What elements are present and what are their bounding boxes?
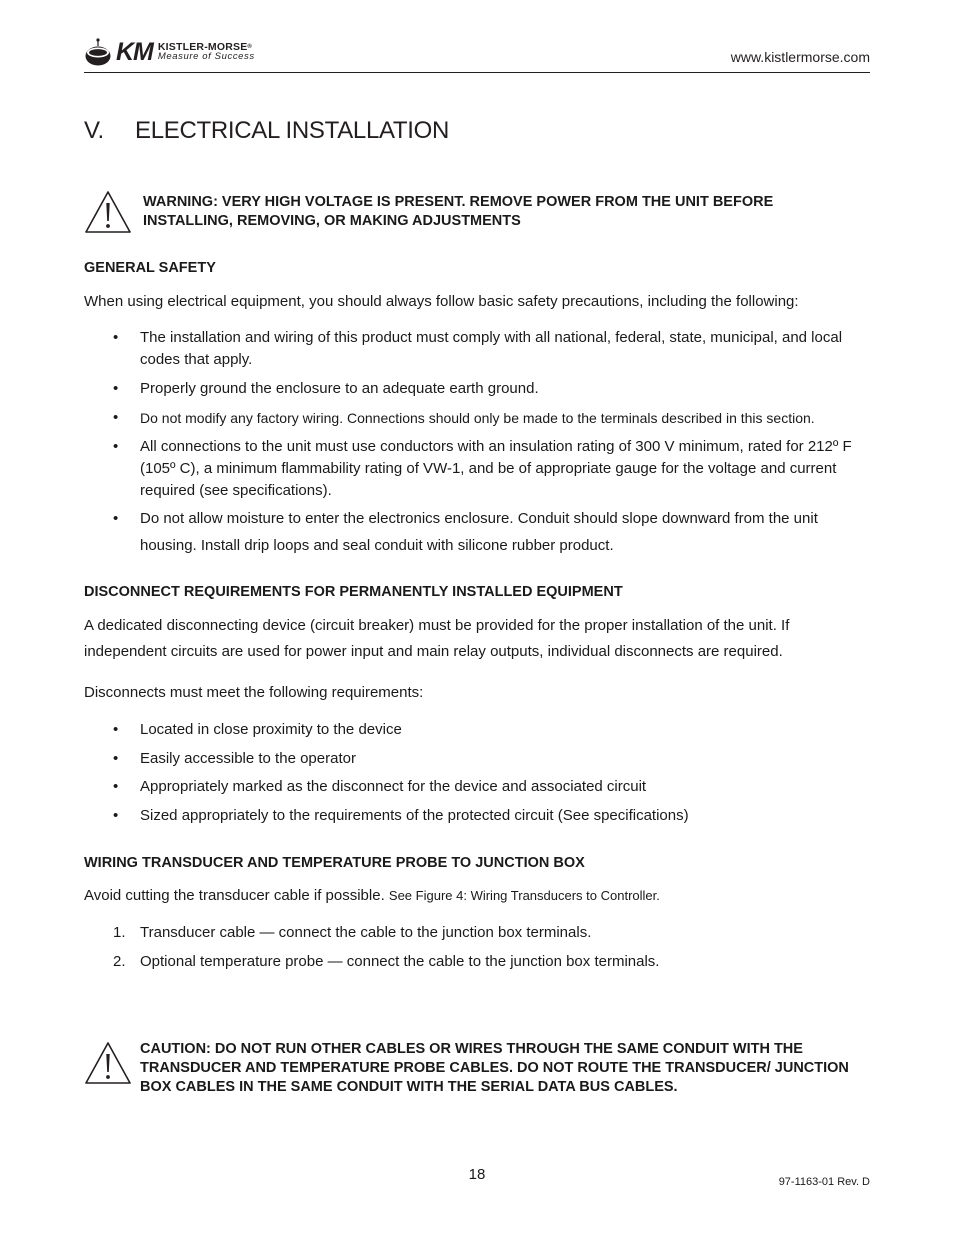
document-number: 97-1163-01 Rev. D <box>778 1176 870 1188</box>
numbered-step: 2. Optional temperature probe — connect the cable to the junction box terminals. <box>113 953 660 970</box>
disconnect-heading: DISCONNECT REQUIREMENTS FOR PERMANENTLY INSTALLED EQUIPMENT <box>84 584 623 600</box>
list-item: • Properly ground the enclosure to an adequate earth ground. <box>113 380 539 397</box>
warning-triangle-icon <box>84 1041 132 1085</box>
registered-mark: ® <box>247 44 253 50</box>
company-logo <box>84 36 255 68</box>
chapter-heading: ELECTRICAL INSTALLATION <box>135 117 450 144</box>
list-item: • The installation and wiring of this product must comply with all national, federal, state, municipal, and local codes that apply. <box>113 329 843 368</box>
logo-km-mark: KM <box>116 37 153 66</box>
page-number: 18 <box>468 1166 486 1183</box>
chapter-number: V. <box>84 117 104 144</box>
wiring-heading: WIRING TRANSDUCER AND TEMPERATURE PROBE TO JUNCTION BOX <box>84 855 585 871</box>
website-link[interactable]: www.kistlermorse.com <box>730 49 870 65</box>
conduit-caution: CAUTION: DO NOT RUN OTHER CABLES OR WIRES THROUGH THE SAME CONDUIT WITH THE TRANSDUCER AND TEMPERATURE PROBE CABLES. DO NOT ROUTE THE TRANSDUCER/ JUNCTION BOX CABLES IN THE SAME CONDUIT WITH THE SERIAL DATA BUS CABLES. <box>140 1041 849 1095</box>
chapter-title <box>84 117 449 145</box>
warning-triangle-icon <box>84 190 132 234</box>
page-header <box>84 34 870 73</box>
logo-tagline: Measure of Success <box>157 51 255 62</box>
logo-emblem-icon <box>84 37 112 67</box>
voltage-warning: WARNING: VERY HIGH VOLTAGE IS PRESENT. REMOVE POWER FROM THE UNIT BEFORE INSTALLING, REMOVING, OR MAKING ADJUSTMENTS <box>143 194 774 229</box>
list-item: • Located in close proximity to the device <box>113 721 402 738</box>
figure-reference: See Figure 4: Wiring Transducers to Controller. <box>388 888 660 903</box>
disconnect-paragraph: A dedicated disconnecting device (circuit breaker) must be provided for the proper installation of the unit. If independent circuits are used for power input and main relay outputs, individual disconnects are required. <box>84 617 790 660</box>
numbered-step: 1. Transducer cable — connect the cable to the junction box terminals. <box>113 924 592 941</box>
list-item: • Easily accessible to the operator <box>113 750 356 767</box>
list-item: • All connections to the unit must use conductors with an insulation rating of 300 V minimum, rated for 212º F (105º C), a minimum flammability rating of VW-1, and be of appropriate gauge for the voltage and current required (see specifications). <box>113 438 852 499</box>
list-item: • Sized appropriately to the requirements of the protected circuit (See specifications) <box>113 807 689 824</box>
logo-company-name: KISTLER-MORSE® <box>157 41 253 53</box>
list-item: • Appropriately marked as the disconnect for the device and associated circuit <box>113 778 647 795</box>
general-safety-intro: When using electrical equipment, you should always follow basic safety precautions, including the following: <box>84 293 799 310</box>
general-safety-heading: GENERAL SAFETY <box>84 260 216 276</box>
list-item: • Do not allow moisture to enter the electronics enclosure. Conduit should slope downward from the unit housing. Install drip loops and seal conduit with silicone rubber product. <box>113 510 818 554</box>
wiring-intro: Avoid cutting the transducer cable if possible. See Figure 4: Wiring Transducers to Controller. <box>84 887 660 904</box>
disconnect-requirements-intro: Disconnects must meet the following requirements: <box>84 684 424 701</box>
list-item: • Do not modify any factory wiring. Connections should only be made to the terminals described in this section. <box>113 409 815 426</box>
